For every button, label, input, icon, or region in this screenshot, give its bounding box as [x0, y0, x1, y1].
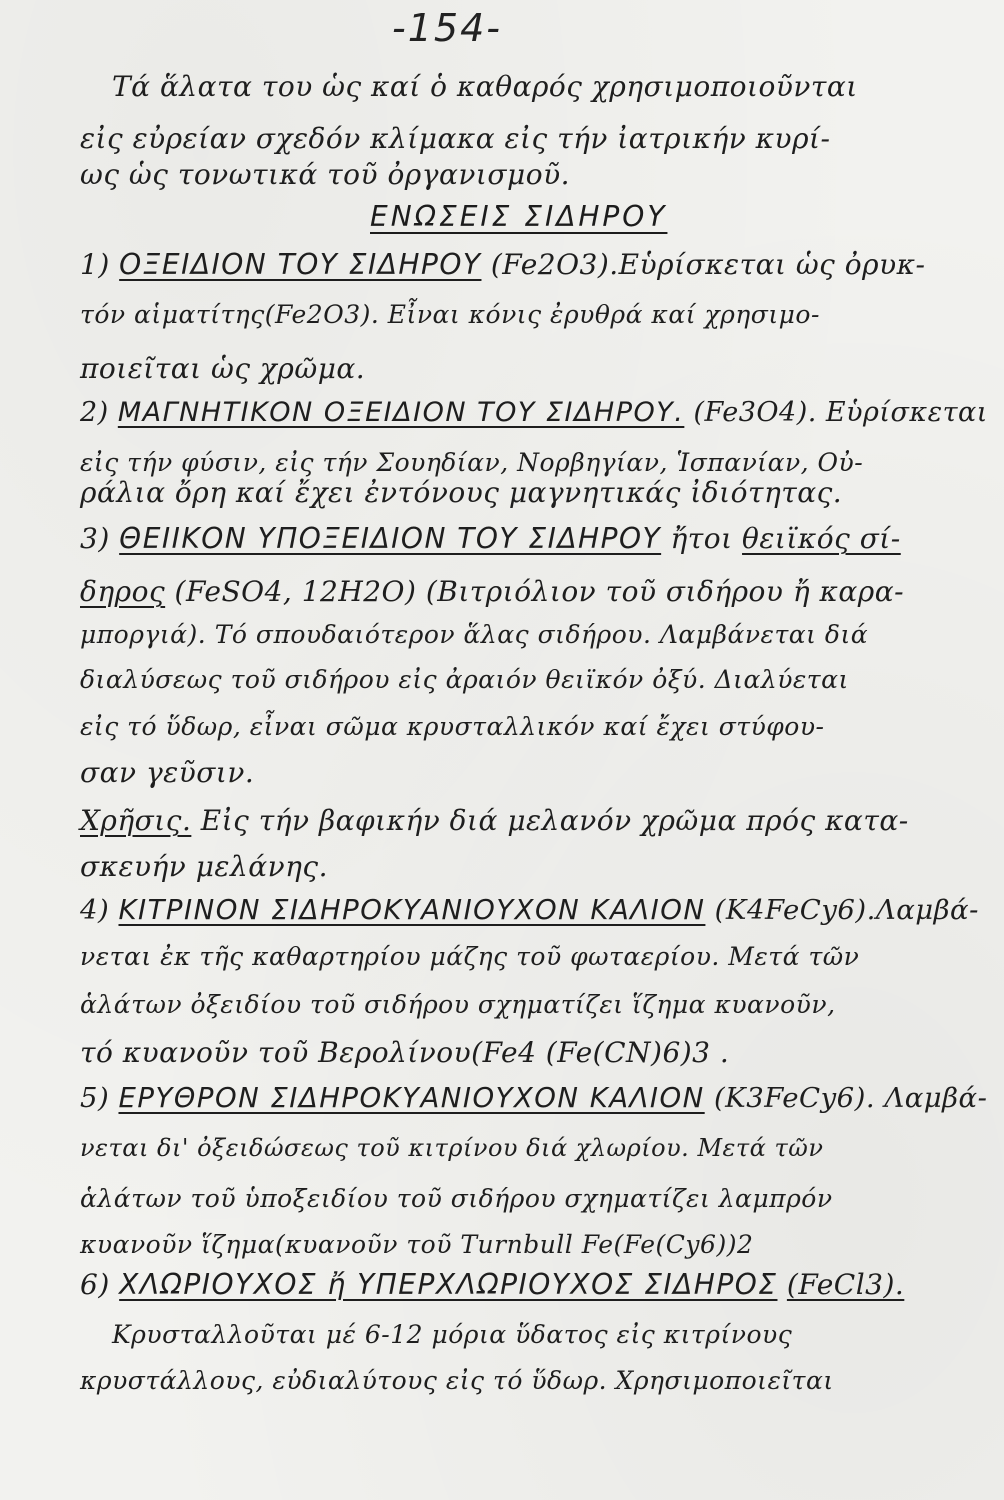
section-3-line-2	[80, 575, 904, 608]
section-4-line-1	[80, 894, 979, 926]
section-3-line-3: μποργιά). Τό σπουδαιότερον ἅλας σιδήρου. Λαμβάνεται διά	[80, 620, 869, 649]
intro-line-1: Τά ἅλατα του ὡς καί ὁ καθαρός χρησιμοποιοῦνται	[112, 70, 858, 103]
section-4-formula: (K4FeCy6).Λαμβά-	[714, 894, 979, 926]
section-5-line-2: νεται δι' ὀξειδώσεως τοῦ κιτρίνου διά χλωρίου. Μετά τῶν	[80, 1134, 824, 1162]
section-2-number: 2)	[80, 397, 109, 428]
section-5-line-4: κυανοῦν ἵζημα(κυανοῦν τοῦ Turnbull Fe(Fe(Cy6))2	[80, 1230, 754, 1259]
section-1-formula: (Fe2O3).Εὑρίσκεται ὡς ὀρυκ-	[490, 248, 926, 281]
section-6-line-2: Κρυσταλλοῦται μέ 6-12 μόρια ὕδατος εἰς κιτρίνους	[112, 1320, 793, 1349]
section-4-line-4: τό κυανοῦν τοῦ Βερολίνου(Fe4 (Fe(CN)6)3 .	[80, 1036, 730, 1069]
section-2-title: ΜΑΓΝΗΤΙΚΟΝ ΟΞΕΙΔΙΟΝ ΤΟΥ ΣΙΔΗΡΟΥ.	[117, 397, 685, 428]
section-3-connector: ἤτοι	[670, 522, 733, 555]
section-6-number: 6)	[80, 1268, 110, 1301]
section-6-title: ΧΛΩΡΙΟΥΧΟΣ ἤ ΥΠΕΡΧΛΩΡΙΟΥΧΟΣ ΣΙΔΗΡΟΣ	[119, 1268, 778, 1301]
section-4-title: ΚΙΤΡΙΝΟΝ ΣΙΔΗΡΟΚΥΑΝΙΟΥΧΟΝ ΚΑΛΙΟΝ	[118, 894, 706, 926]
section-5-line-1	[80, 1082, 987, 1114]
section-6-line-1	[80, 1268, 904, 1301]
section-1-line-2: τόν αἱματίτης(Fe2O3). Εἶναι κόνις ἐρυθρά καί χρησιμο-	[80, 300, 820, 329]
section-5-formula: (K3FeCy6). Λαμβά-	[713, 1082, 988, 1114]
section-3-title: ΘΕΙΙΚΟΝ ΥΠΟΞΕΙΔΙΟΝ ΤΟΥ ΣΙΔΗΡΟΥ	[119, 522, 662, 555]
section-5-line-3: ἁλάτων τοῦ ὑποξειδίου τοῦ σιδήρου σχηματίζει λαμπρόν	[80, 1184, 833, 1213]
section-3-line-4: διαλύσεως τοῦ σιδήρου εἰς ἀραιόν θειϊκόν ὀξύ. Διαλύεται	[80, 665, 849, 694]
section-3-line-1	[80, 522, 901, 555]
section-3-formula: (FeSO4, 12H2O) (Βιτριόλιον τοῦ σιδήρου ἤ καρα-	[174, 575, 905, 608]
section-1-number: 1)	[80, 248, 110, 281]
section-6-formula: (FeCl3).	[786, 1268, 905, 1301]
intro-line-2: εἰς εὐρείαν σχεδόν κλίμακα εἰς τήν ἰατρικήν κυρί-	[80, 122, 831, 155]
section-5-number: 5)	[80, 1082, 110, 1114]
section-2-line-1	[80, 397, 988, 428]
section-2-formula: (Fe3O4). Εὑρίσκεται	[693, 397, 988, 428]
section-4-line-2: νεται ἐκ τῆς καθαρτηρίου μάζης τοῦ φωταερίου. Μετά τῶν	[80, 942, 860, 971]
section-1-title: ΟΞΕΙΔΙΟΝ ΤΟΥ ΣΙΔΗΡΟΥ	[119, 248, 482, 281]
page-number: -154-	[392, 6, 502, 50]
usage-line-2: σκευήν μελάνης.	[80, 850, 328, 883]
section-3-alt-name: θειϊκός σί-	[742, 522, 901, 555]
section-1-line-3: ποιεῖται ὡς χρῶμα.	[80, 352, 366, 385]
section-1-line-1	[80, 248, 925, 281]
section-3-number: 3)	[80, 522, 110, 555]
intro-line-3: ως ὡς τονωτικά τοῦ ὀργανισμοῦ.	[80, 158, 570, 191]
section-heading: ΕΝΩΣΕΙΣ ΣΙΔΗΡΟΥ	[370, 200, 668, 233]
section-3-alt-name-end: δηρος	[80, 575, 166, 608]
usage-label: Χρῆσις.	[80, 804, 192, 837]
section-3-line-5: εἰς τό ὕδωρ, εἶναι σῶμα κρυσταλλικόν καί ἔχει στύφου-	[80, 712, 825, 741]
section-4-line-3: ἁλάτων ὀξειδίου τοῦ σιδήρου σχηματίζει ἵζημα κυανοῦν,	[80, 990, 836, 1019]
section-6-line-3: κρυστάλλους, εὐδιαλύτους εἰς τό ὕδωρ. Χρησιμοποιεῖται	[80, 1366, 834, 1395]
section-5-title: ΕΡΥΘΡΟΝ ΣΙΔΗΡΟΚΥΑΝΙΟΥΧΟΝ ΚΑΛΙΟΝ	[118, 1082, 705, 1114]
section-2-line-2: εἰς τήν φύσιν, εἰς τήν Σουηδίαν, Νορβηγίαν, Ἱσπανίαν, Οὐ-	[80, 448, 864, 477]
usage-text: Εἰς τήν βαφικήν διά μελανόν χρῶμα πρός κατα-	[200, 804, 909, 837]
section-3-line-6: σαν γεῦσιν.	[80, 756, 255, 789]
section-2-line-3: ράλια ὄρη καί ἔχει ἐντόνους μαγνητικάς ἰδιότητας.	[80, 476, 843, 509]
section-4-number: 4)	[80, 894, 110, 926]
usage-line-1	[80, 804, 909, 837]
